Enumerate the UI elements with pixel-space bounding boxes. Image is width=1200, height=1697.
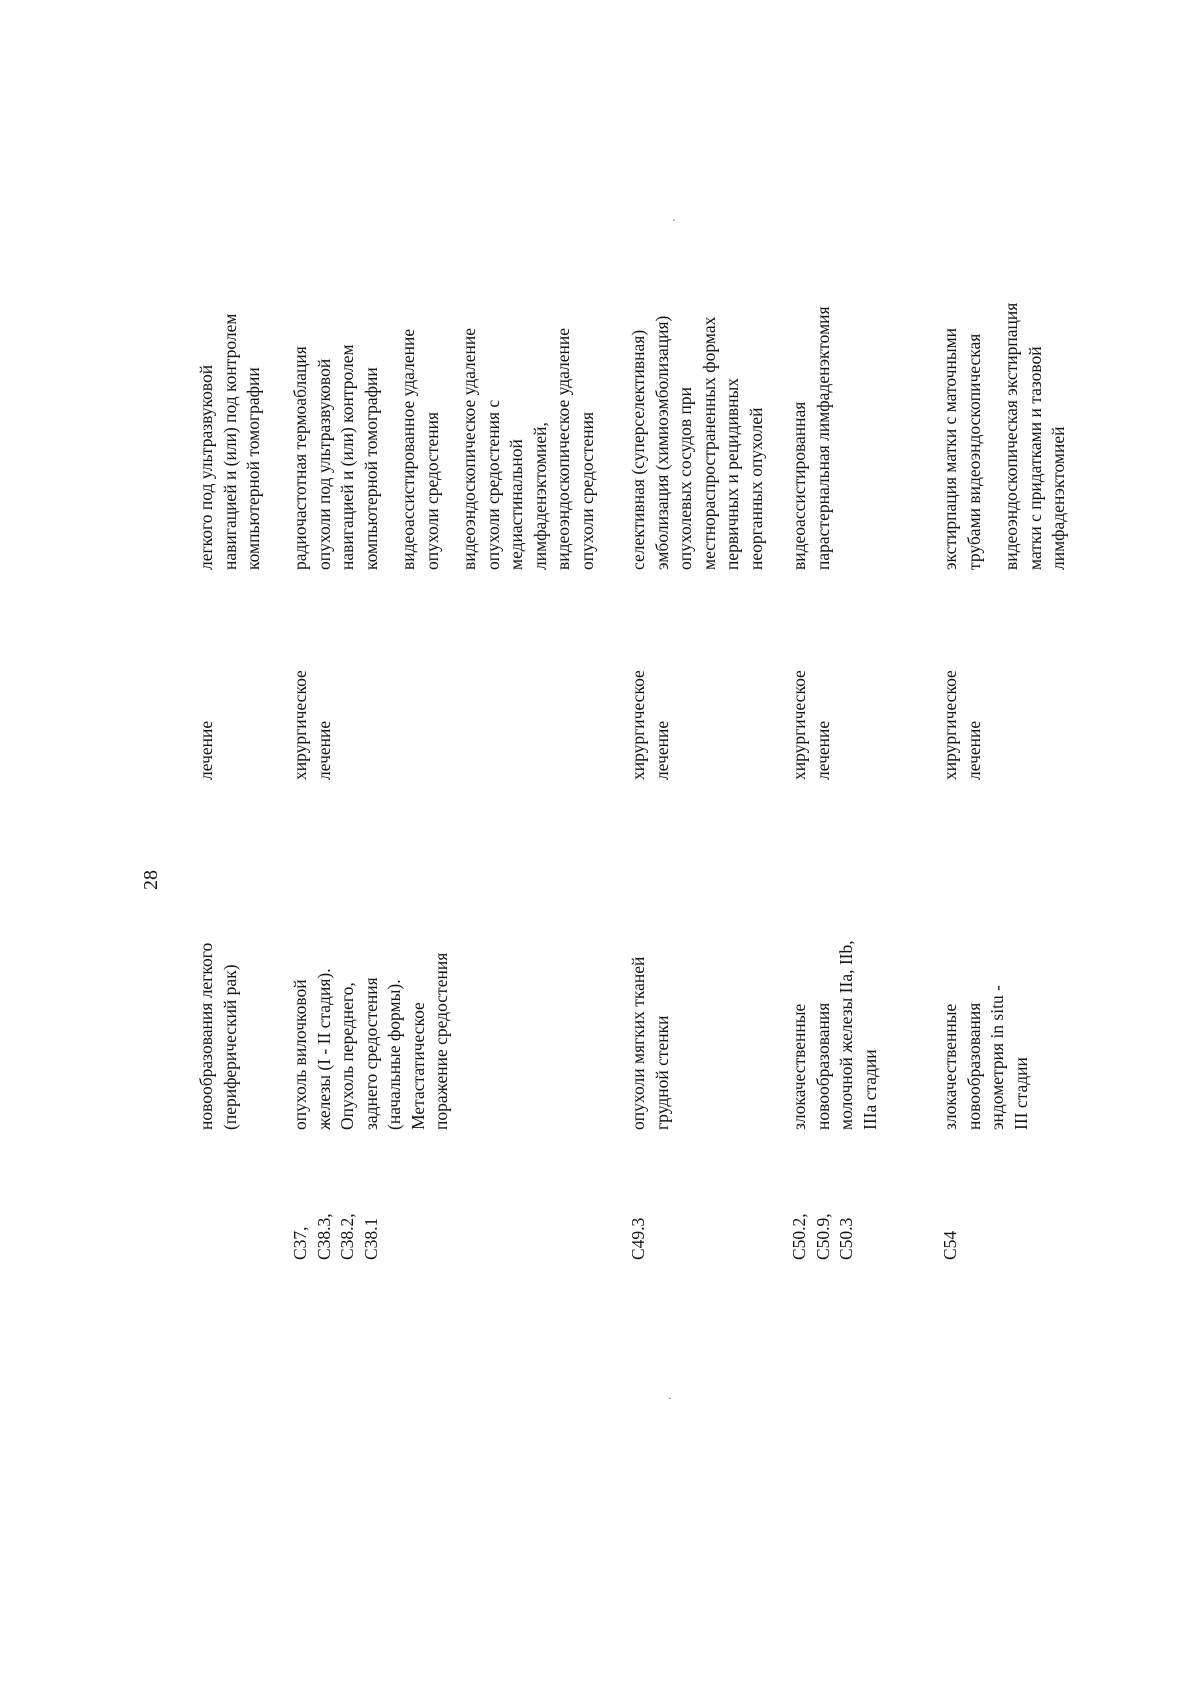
icd-code-line: C49.3 (628, 1217, 648, 1260)
diagnosis-line: эндометрия in situ - (987, 985, 1007, 1130)
diagnosis-line: новообразования (812, 1002, 833, 1130)
treatment-method-line: видеоассистированная (789, 401, 809, 570)
treatment-type-line: хирургическое (940, 670, 960, 780)
diagnosis-line: поражение средостения (431, 952, 451, 1130)
treatment-method-line: видеоэндоскопическая экстирпация (1001, 302, 1021, 570)
treatment-type (289, 610, 336, 780)
treatment-method-line: экстирпация матки с маточными (940, 327, 960, 570)
icd-code (788, 1150, 859, 1260)
diagnosis-line: железы (I - II стадия). (313, 968, 334, 1130)
icd-code (289, 1150, 383, 1260)
treatment-method-line: опухоли средостения (576, 411, 597, 570)
diagnosis-line: грудной стенки (651, 1015, 672, 1130)
icd-code-line: C38.3, (313, 1213, 334, 1260)
treatment-method-line: трубами видеоэндоскопическая (963, 333, 984, 570)
treatment-method-line: местнораспространенных формах (698, 316, 719, 570)
diagnosis-line: опухоль вилочковой (290, 979, 310, 1130)
scan-speck: · (672, 213, 676, 227)
treatment-method-line: легкого под ультразвуковой (196, 364, 216, 570)
diagnosis-line: III стадии (1010, 1057, 1031, 1130)
treatment-type-line: лечение (963, 720, 984, 780)
paragraph-gap (986, 290, 1000, 570)
treatment-type (627, 610, 674, 780)
treatment-method-line: лимфаденэктомией, (529, 422, 550, 570)
page-number: 28 (140, 870, 162, 890)
treatment-method-line: видеоэндоскопическое удаление (459, 327, 479, 570)
treatment-method-line: селективная (суперселективная) (628, 329, 648, 570)
treatment-method (788, 290, 835, 570)
diagnosis-line: новообразования (963, 1002, 984, 1130)
diagnosis-line: злокачественные (940, 1003, 960, 1130)
diagnosis (195, 830, 242, 1130)
icd-code-line: C50.9, (812, 1213, 833, 1260)
treatment-method-line: опухоли под ультразвуковой (313, 358, 334, 570)
paragraph-gap (383, 290, 397, 570)
treatment-type (939, 610, 986, 780)
treatment-type-line: лечение (196, 720, 216, 780)
treatment-type-line: лечение (812, 720, 833, 780)
icd-code (627, 1150, 651, 1260)
treatment-method-line: навигацией и (или) под контролем (219, 313, 240, 570)
treatment-method-line: радиочастотная термоаблация (290, 346, 310, 570)
treatment-method (939, 290, 1071, 570)
treatment-method-line: парастернальная лимфаденэктомия (812, 306, 833, 570)
treatment-method-line: компьютерной томографии (243, 367, 263, 570)
treatment-method (289, 290, 599, 570)
treatment-type (788, 610, 835, 780)
diagnosis-line: (периферический рак) (219, 964, 240, 1130)
treatment-type-line: лечение (313, 720, 334, 780)
treatment-method-line: видеоэндоскопическое удаление (553, 327, 573, 570)
treatment-type-line: хирургическое (789, 670, 809, 780)
treatment-method-line: эмболизация (химиоэмболизация) (651, 315, 672, 570)
treatment-method-line: опухолевых сосудов при (675, 386, 695, 570)
treatment-type-line: хирургическое (290, 670, 310, 780)
treatment-method-line: медиастинальной (506, 439, 526, 570)
treatment-method-line: матки с придатками и тазовой (1024, 346, 1045, 570)
diagnosis-line: Метастатическое (407, 1002, 428, 1130)
treatment-method-line: первичных и рецидивных (722, 378, 742, 570)
diagnosis-line: опухоли мягких тканей (628, 956, 648, 1130)
document-page (130, 302, 1100, 1260)
icd-code (939, 1150, 963, 1260)
treatment-method (195, 290, 266, 570)
treatment-method-line: опухоли средостения (421, 411, 442, 570)
treatment-type (195, 610, 219, 780)
treatment-type-line: хирургическое (628, 670, 648, 780)
icd-code-line: C37, (290, 1226, 310, 1260)
diagnosis-line: (начальные формы). (384, 979, 404, 1130)
treatment-method-line: неорганных опухолей (745, 407, 766, 570)
diagnosis (289, 830, 454, 1130)
diagnosis-line: IIIa стадии (859, 1049, 880, 1130)
treatment-method (627, 290, 768, 570)
diagnosis-line: молочной железы IIa, IIb, (836, 940, 856, 1130)
diagnosis (627, 830, 674, 1130)
diagnosis-line: злокачественные (789, 1003, 809, 1130)
diagnosis (788, 830, 882, 1130)
paragraph-gap (444, 290, 458, 570)
diagnosis-line: заднего средостения (360, 977, 381, 1130)
diagnosis (939, 830, 1033, 1130)
diagnosis-line: Опухоль переднего, (337, 982, 357, 1130)
treatment-method-line: компьютерной томографии (360, 367, 381, 570)
treatment-method-line: лимфаденэктомией (1048, 426, 1068, 570)
icd-code-line: C54 (940, 1230, 960, 1260)
icd-code-line: C38.2, (337, 1213, 357, 1260)
icd-code-line: C50.3 (836, 1217, 856, 1260)
treatment-method-line: видеоассистированное удаление (398, 328, 418, 570)
icd-code-line: C38.1 (360, 1217, 381, 1260)
treatment-method-line: опухоли средостения с (482, 399, 503, 570)
scan-speck: · (668, 1391, 672, 1405)
diagnosis-line: новообразования легкого (196, 942, 216, 1130)
treatment-type-line: лечение (651, 720, 672, 780)
icd-code-line: C50.2, (789, 1213, 809, 1260)
treatment-method-line: навигацией и (или) контролем (337, 344, 357, 570)
